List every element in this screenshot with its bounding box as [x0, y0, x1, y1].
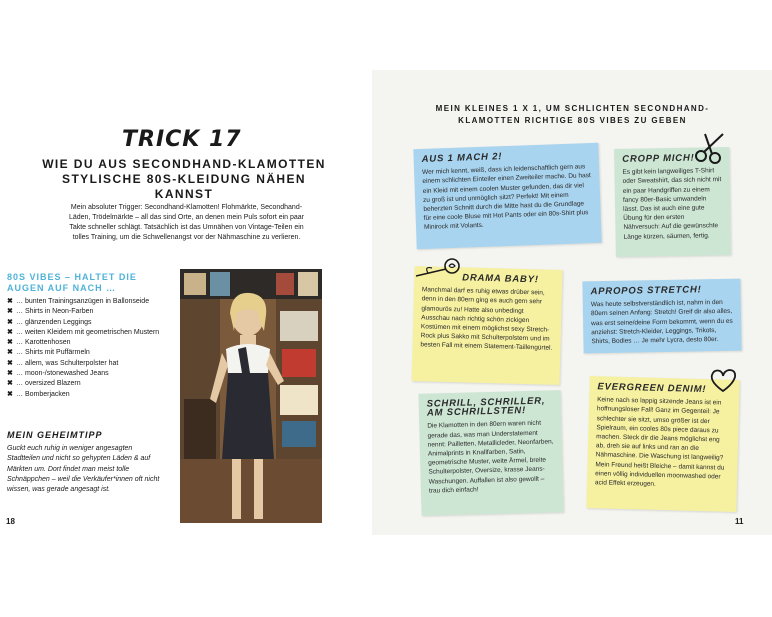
- list-item: ✖ … allem, was Schulterpolster hat: [7, 359, 172, 369]
- page-number-left: 18: [6, 517, 15, 526]
- list-item: ✖ … bunten Trainingsanzügen in Ballonseide: [7, 297, 172, 307]
- note-text: Wer mich kennt, weiß, dass ich leidenschaftlich gern aus einem schlichten Einteiler einen Zweiteiler mache. Du hast ein Kleid mit einem coolen Muster gefunden, das dir viel zu groß ist und unmöglich sitzt? Perfekt! Mit einem beherzten Schnitt durch die Mitte hast du die Grundlage für eine coole Bluse mit Hot Pants oder ein 80s-Shirt plus Minirock mit Volants.: [422, 163, 591, 232]
- cross-bullet-icon: ✖: [7, 370, 13, 378]
- page-number-right: 11: [735, 517, 744, 526]
- heart-icon: [708, 368, 738, 394]
- list-item: ✖ … glänzenden Leggings: [7, 318, 172, 328]
- scissors-icon: [693, 132, 729, 164]
- cross-bullet-icon: ✖: [7, 318, 13, 326]
- note-title: SCHRILL, SCHRILLER, AM SCHRILLSTEN!: [426, 395, 546, 419]
- note-evergreen-denim: [586, 376, 739, 512]
- trick-title: TRICK 17: [122, 127, 242, 152]
- list-item: ✖ … weiten Kleidern mit geometrischen Mustern: [7, 328, 172, 338]
- cross-bullet-icon: ✖: [7, 339, 13, 347]
- note-drama-baby: [412, 266, 563, 385]
- list-item: ✖ … Karottenhosen: [7, 338, 172, 348]
- note-schrill: [418, 390, 563, 516]
- note-text: Es gibt kein langweiliges T-Shirt oder Sweatshirt, das sich nicht mit ein paar Handgriffen zu einem fancy 80er-Basic umwandeln lässt. Das ist auch eine gute Übung für den ersten Nähversuch: Auf die gewünschte Länge kürzen, säumen, fertig.: [622, 167, 722, 241]
- right-page-heading: MEIN KLEINES 1 X 1, UM SCHLICHTEN SECONDHAND-KLAMOTTEN RICHTIGE 80S VIBES ZU GEBEN: [435, 104, 710, 125]
- cross-bullet-icon: ✖: [7, 359, 13, 367]
- page-heading: WIE DU AUS SECONDHAND-KLAMOTTEN STYLISCHE 80S-KLEIDUNG NÄHEN KANNST: [42, 157, 326, 201]
- note-title: DRAMA BABY!: [462, 272, 539, 286]
- rose-icon: [414, 256, 466, 280]
- photo-illustration: [180, 269, 322, 523]
- note-text: Manchmal darf es ruhig etwas drüber sein, denn in den 80ern ging es auch gern sehr glamourös zu! Hatte also unbedingt Ausschau nach richtig schön zickigen Kostümen mit einem möglichst sexy Stretch-Rock plus Sakko mit Schulterpolstern und im besten Fall mit einem Statement-Taillengürtel.: [420, 286, 553, 353]
- note-title: APROPOS STRETCH!: [590, 284, 702, 298]
- note-apropos-stretch: [582, 279, 741, 354]
- note-text: Die Klamotten in den 80ern waren nicht gerade das, was man Understatement nennt: Pailletten, Metallicleder, Neonfarben, Animalprints in Knallfarben, Satin, geometrische Muster, weite Ärmel, breite Schulterpolster, Oversize, krasse Jeans-Waschungen. Auffallen ist also gewollt – trau dich einfach!: [427, 420, 554, 495]
- list-item: ✖ … Shirts in Neon-Farben: [7, 307, 172, 317]
- cross-bullet-icon: ✖: [7, 328, 13, 336]
- note-text: Was heute selbstverständlich ist, nahm in den 80ern seinen Anfang: Stretch! Greif dir also alles, was erst seine/deine Form bekommt, wenn du es anziehst: Stretch-Kleider, Leggings, Trikots, Shirts, Bodies … Je mehr Lycra, desto 80er.: [590, 299, 733, 346]
- list-item: ✖ … Bomberjacken: [7, 390, 172, 400]
- intro-paragraph: Mein absoluter Trigger: Secondhand-Klamotten! Flohmärkte, Secondhand-Läden, Trödelmärkte – all das sind Orte, an denen mein Puls sofort ein paar Takte schneller schlägt. Tatsächlich ist das Umnähen von Vintage-Teilen ein tolles Training, um die Schwellenangst vor der Nähmaschine zu verlieren.: [68, 204, 305, 241]
- tip-heading: MEIN GEHEIMTIPP: [7, 430, 103, 440]
- note-title: AUS 1 MACH 2!: [421, 151, 503, 165]
- list-item: ✖ … oversized Blazern: [7, 379, 172, 389]
- vibes-heading: 80S VIBES – HALTET DIE AUGEN AUF NACH …: [7, 272, 137, 293]
- model-photo: [180, 269, 322, 523]
- note-title: EVERGREEN DENIM!: [597, 381, 707, 396]
- cross-bullet-icon: ✖: [7, 380, 13, 388]
- cross-bullet-icon: ✖: [7, 349, 13, 357]
- cross-bullet-icon: ✖: [7, 390, 13, 398]
- tip-text: Guckt euch ruhig in weniger angesagten Stadtteilen und nicht so gehypten Läden & auf Märkten um. Dort findet man meist tolle Schnäppchen – weil die Verkäufer*innen oft nicht wissen, was gerade angesagt ist.: [7, 445, 160, 494]
- note-title: CROPP MICH!: [622, 152, 695, 165]
- vibes-list: [7, 297, 172, 400]
- cross-bullet-icon: ✖: [7, 308, 13, 316]
- list-item: ✖ … Shirts mit Puffärmeln: [7, 348, 172, 358]
- note-aus-1-mach-2: [413, 143, 601, 249]
- list-item: ✖ … moon-/stonewashed Jeans: [7, 369, 172, 379]
- note-text: Keine nach so lappig sitzende Jeans ist ein hoffnungsloser Fall! Ganz im Gegenteil: Je schlechter sie sitzt, umso größer ist der Spielraum, ein cooles 80s piece daraus zu machen. Steck dir die Jeans möglichst eng ab, dreh sie auf links und ran an die Nähmaschine. Die Waschung ist langweilig? Mein Freund heißt Bleiche – damit kannst du einen völlig individuellen moonwashed oder acid Effekt erzeugen.: [594, 396, 725, 488]
- cross-bullet-icon: ✖: [7, 298, 13, 305]
